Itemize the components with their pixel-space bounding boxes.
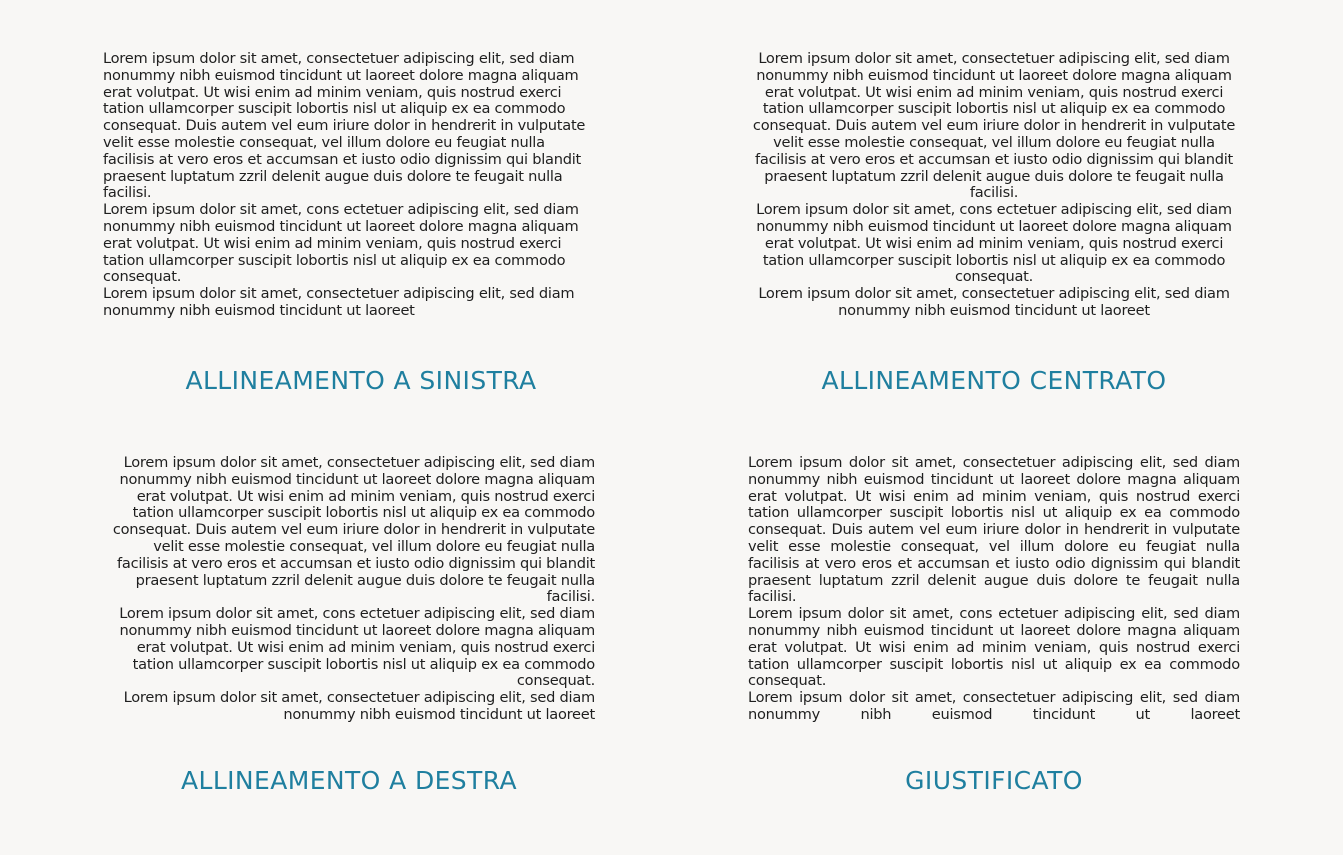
paragraph: Lorem ipsum dolor sit amet, consectetuer adipiscing elit, sed diam nonummy nibh euismod tincidunt ut laoreet dolore magna aliquam erat volutpat. Ut wisi enim ad minim veniam, quis nostrud exerci tation ullamcorper suscipit lobortis nisl ut aliquip ex ea commodo consequat. Duis autem vel eum iriure dolor in hendrerit in vulputate velit esse molestie consequat, vel illum dolore eu feugiat nulla facilisis at vero eros et accumsan et iusto odio dignissim qui blandit praesent luptatum zzril delenit augue duis dolore te feugait nulla facilisi.: [112, 454, 595, 606]
paragraph: Lorem ipsum dolor sit amet, consectetuer adipiscing elit, sed diam nonummy nibh euismod tincidunt ut laoreet: [123, 689, 595, 723]
paragraph: Lorem ipsum dolor sit amet, cons ectetuer adipiscing elit, sed diam nonummy nibh euismod tincidunt ut laoreet dolore magna aliquam erat volutpat. Ut wisi enim ad minim veniam, quis nostrud exerci tation ullamcorper suscipit lobortis nisl ut aliquip ex ea commodo consequat.: [119, 605, 595, 690]
paragraph: Lorem ipsum dolor sit amet, consectetuer adipiscing elit, sed diam nonummy nibh euismod tincidunt ut laoreet dolore magna aliquam erat volutpat. Ut wisi enim ad minim veniam, quis nostrud exerci tation ullamcorper suscipit lobortis nisl ut aliquip ex ea commodo consequat. Duis autem vel eum iriure dolor in hendrerit in vulputate velit esse molestie consequat, vel illum dolore eu feugiat nulla facilisis at vero eros et accumsan et iusto odio dignissim qui blandit praesent luptatum zzril delenit augue duis dolore te feugait nulla facilisi.: [103, 50, 586, 202]
justified-caption: GIUSTIFICATO: [905, 766, 1083, 795]
right-alignment-caption: ALLINEAMENTO A DESTRA: [181, 766, 517, 795]
paragraph: Lorem ipsum dolor sit amet, cons ectetuer adipiscing elit, sed diam nonummy nibh euismod tincidunt ut laoreet dolore magna aliquam erat volutpat. Ut wisi enim ad minim veniam, quis nostrud exerci tation ullamcorper suscipit lobortis nisl ut aliquip ex ea commodo consequat.: [748, 605, 1240, 690]
paragraph: Lorem ipsum dolor sit amet, consectetuer adipiscing elit, sed diam nonummy nibh euismod tincidunt ut laoreet: [748, 689, 1240, 723]
left-aligned-text-block: [103, 51, 595, 320]
paragraph: Lorem ipsum dolor sit amet, consectetuer adipiscing elit, sed diam nonummy nibh euismod tincidunt ut laoreet: [103, 285, 575, 319]
center-alignment-caption: ALLINEAMENTO CENTRATO: [821, 366, 1167, 395]
centered-text-block: [748, 51, 1240, 320]
right-aligned-text-block: [103, 455, 595, 724]
paragraph: Lorem ipsum dolor sit amet, consectetuer adipiscing elit, sed diam nonummy nibh euismod tincidunt ut laoreet: [758, 285, 1230, 319]
paragraph: Lorem ipsum dolor sit amet, cons ectetuer adipiscing elit, sed diam nonummy nibh euismod tincidunt ut laoreet dolore magna aliquam erat volutpat. Ut wisi enim ad minim veniam, quis nostrud exerci tation ullamcorper suscipit lobortis nisl ut aliquip ex ea commodo consequat.: [756, 201, 1232, 286]
left-alignment-caption: ALLINEAMENTO A SINISTRA: [185, 366, 537, 395]
paragraph: Lorem ipsum dolor sit amet, cons ectetuer adipiscing elit, sed diam nonummy nibh euismod tincidunt ut laoreet dolore magna aliquam erat volutpat. Ut wisi enim ad minim veniam, quis nostrud exerci tation ullamcorper suscipit lobortis nisl ut aliquip ex ea commodo consequat.: [103, 201, 579, 286]
justified-text-block: [748, 455, 1240, 724]
paragraph: Lorem ipsum dolor sit amet, consectetuer adipiscing elit, sed diam nonummy nibh euismod tincidunt ut laoreet dolore magna aliquam erat volutpat. Ut wisi enim ad minim veniam, quis nostrud exerci tation ullamcorper suscipit lobortis nisl ut aliquip ex ea commodo consequat. Duis autem vel eum iriure dolor in hendrerit in vulputate velit esse molestie consequat, vel illum dolore eu feugiat nulla facilisis at vero eros et accumsan et iusto odio dignissim qui blandit praesent luptatum zzril delenit augue duis dolore te feugait nulla facilisi.: [748, 454, 1240, 606]
paragraph: Lorem ipsum dolor sit amet, consectetuer adipiscing elit, sed diam nonummy nibh euismod tincidunt ut laoreet dolore magna aliquam erat volutpat. Ut wisi enim ad minim veniam, quis nostrud exerci tation ullamcorper suscipit lobortis nisl ut aliquip ex ea commodo consequat. Duis autem vel eum iriure dolor in hendrerit in vulputate velit esse molestie consequat, vel illum dolore eu feugiat nulla facilisis at vero eros et accumsan et iusto odio dignissim qui blandit praesent luptatum zzril delenit augue duis dolore te feugait nulla facilisi.: [752, 50, 1236, 202]
